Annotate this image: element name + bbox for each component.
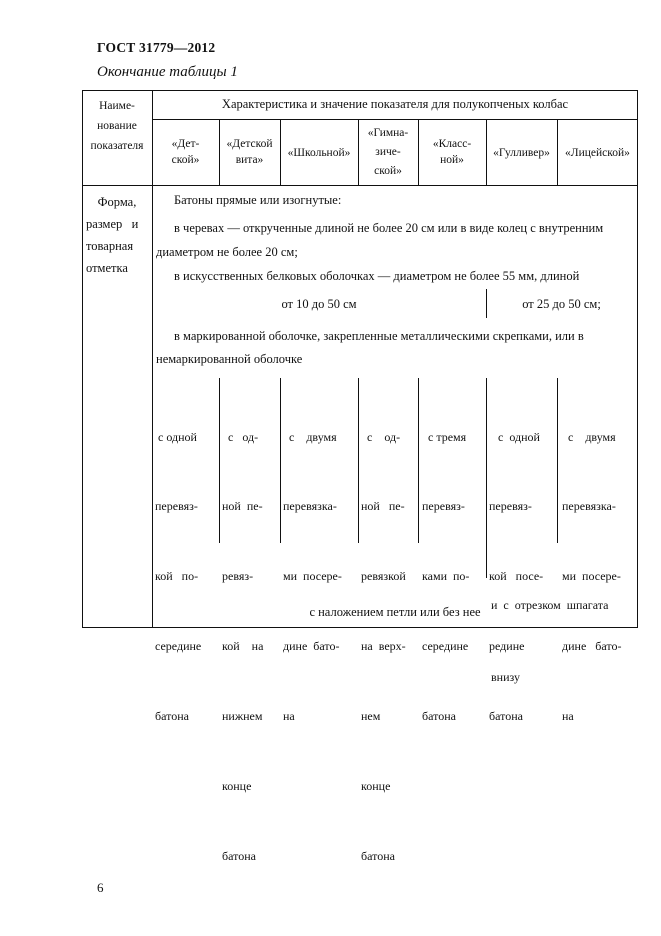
col-header-liceyskoy	[557, 145, 638, 161]
cell-line: нижнем	[222, 709, 263, 724]
page-number: 6	[97, 880, 104, 895]
header-line: ной»	[440, 154, 464, 166]
col-header-detskoy	[152, 136, 219, 168]
main-header-divider	[152, 119, 638, 120]
header-line: «Гимна-	[367, 127, 409, 139]
table-border-top	[82, 90, 638, 91]
text-length-right: от 25 до 50 см;	[522, 297, 601, 311]
table-border-right	[637, 90, 638, 628]
col-header-gulliver	[486, 145, 557, 161]
header-line: нование	[97, 120, 137, 132]
cell-line: ми посере-	[562, 569, 621, 584]
twine-line: внизу	[491, 670, 520, 684]
body-col-divider	[280, 378, 281, 543]
cell-line: конце	[361, 779, 391, 794]
tie-cell-gimnazicheskoy	[361, 379, 406, 915]
body-col-divider	[557, 378, 558, 543]
cell-line: перевязка-	[562, 499, 616, 514]
cell-line: ревяз-	[222, 569, 254, 584]
main-header: Характеристика и значение показателя для полукопченых колбас	[221, 97, 569, 111]
tie-cell-detskoy	[155, 379, 201, 775]
cell-line: с одной	[155, 429, 197, 444]
cell-line: батона	[222, 848, 256, 863]
header-line: «Дет-	[171, 138, 200, 150]
row-label-line: Форма,	[97, 195, 137, 209]
tie-cell-shkolnoy	[283, 379, 342, 775]
header-body-divider	[82, 185, 638, 186]
cell-line: нем	[361, 709, 381, 724]
cell-line: кой посе-	[489, 569, 544, 584]
row-label	[86, 191, 148, 279]
text-casings-1b: диаметром не более 20 см;	[156, 245, 298, 259]
text-casings-2: в искусственных белковых оболочках — диаметром не более 55 мм, длиной	[174, 269, 580, 283]
col-header-shkolnoy	[280, 145, 358, 161]
body-col-divider	[418, 378, 419, 543]
cell-line: середине	[422, 639, 469, 654]
cell-line: перевяз-	[155, 499, 198, 514]
col-header-gimnazicheskoy	[358, 124, 418, 181]
header-line: ской»	[374, 165, 402, 177]
header-line: «Детской	[226, 138, 273, 150]
cell-line: конце	[222, 779, 252, 794]
cell-line: перевязка-	[283, 499, 337, 514]
cell-line: середине	[155, 639, 202, 654]
indicator-header	[82, 96, 152, 156]
cell-line: ми посере-	[283, 569, 342, 584]
cell-line: перевяз-	[422, 499, 465, 514]
cell-line: на верх-	[361, 639, 406, 654]
header-line: зиче-	[375, 146, 401, 158]
body-col-divider	[219, 378, 220, 543]
cell-line: ками по-	[422, 569, 470, 584]
cell-line: батона	[361, 848, 395, 863]
cell-line: кой по-	[155, 569, 199, 584]
tie-cell-klassnoy	[422, 379, 469, 775]
cell-line: батона	[489, 709, 523, 724]
cell-line: на	[562, 709, 574, 724]
table-caption: Окончание таблицы 1	[97, 64, 238, 80]
cell-line: с двумя	[283, 429, 337, 444]
header-line: «Школьной»	[287, 147, 351, 159]
cell-line: перевяз-	[489, 499, 532, 514]
text-loop: с наложением петли или без нее	[309, 605, 481, 619]
cell-line: батона	[155, 709, 189, 724]
row-label-line: товарная	[86, 239, 134, 253]
cell-line: с од-	[361, 429, 401, 444]
cell-line: ревязкой	[361, 569, 406, 584]
col-header-klassnoy	[418, 136, 486, 168]
cell-line: кой на	[222, 639, 264, 654]
label-column-divider	[152, 90, 153, 628]
cell-line: редине	[489, 639, 525, 654]
body-col-divider	[358, 378, 359, 543]
cell-line: батона	[422, 709, 456, 724]
cell-line: с тремя	[422, 429, 467, 444]
text-casings-1a: в черевах — открученные длиной не более 20 см или в виде колец с внутренним	[174, 221, 604, 235]
table-border-left	[82, 90, 83, 628]
row-label-line: отметка	[86, 261, 128, 275]
cell-line: с одной	[489, 429, 540, 444]
twine-note	[491, 545, 608, 737]
row-label-line: размер и	[86, 217, 139, 231]
cell-line: ной пе-	[361, 499, 405, 514]
cell-line: ной пе-	[222, 499, 263, 514]
text-marked-a: в маркированной оболочке, закрепленные металлическими скрепками, или в	[174, 329, 584, 343]
cell-line: дине бато-	[283, 639, 340, 654]
col-header-detskoy-vita	[219, 136, 280, 168]
header-line: показателя	[90, 140, 144, 152]
cell-line: с двумя	[562, 429, 616, 444]
text-marked-b: немаркированной оболочке	[156, 352, 303, 366]
header-line: «Класс-	[432, 138, 472, 150]
cell-line: с од-	[222, 429, 259, 444]
text-intro: Батоны прямые или изогнутые:	[174, 193, 342, 207]
twine-line: и с отрезком шпагата	[491, 598, 609, 612]
header-line: вита»	[235, 154, 264, 166]
data-table	[82, 90, 638, 863]
cell-line: дине бато-	[562, 639, 622, 654]
header-line: «Гулливер»	[493, 147, 550, 159]
header-line: Наиме-	[99, 100, 135, 112]
document-code: ГОСТ 31779—2012	[97, 40, 216, 55]
body-col-divider	[486, 378, 487, 578]
cell-line: на	[283, 709, 295, 724]
text-length-left: от 10 до 50 см	[281, 297, 357, 311]
header-line: ской»	[171, 154, 200, 166]
header-line: «Лицейской»	[565, 147, 630, 159]
tie-cell-detskoy-vita	[222, 379, 263, 915]
